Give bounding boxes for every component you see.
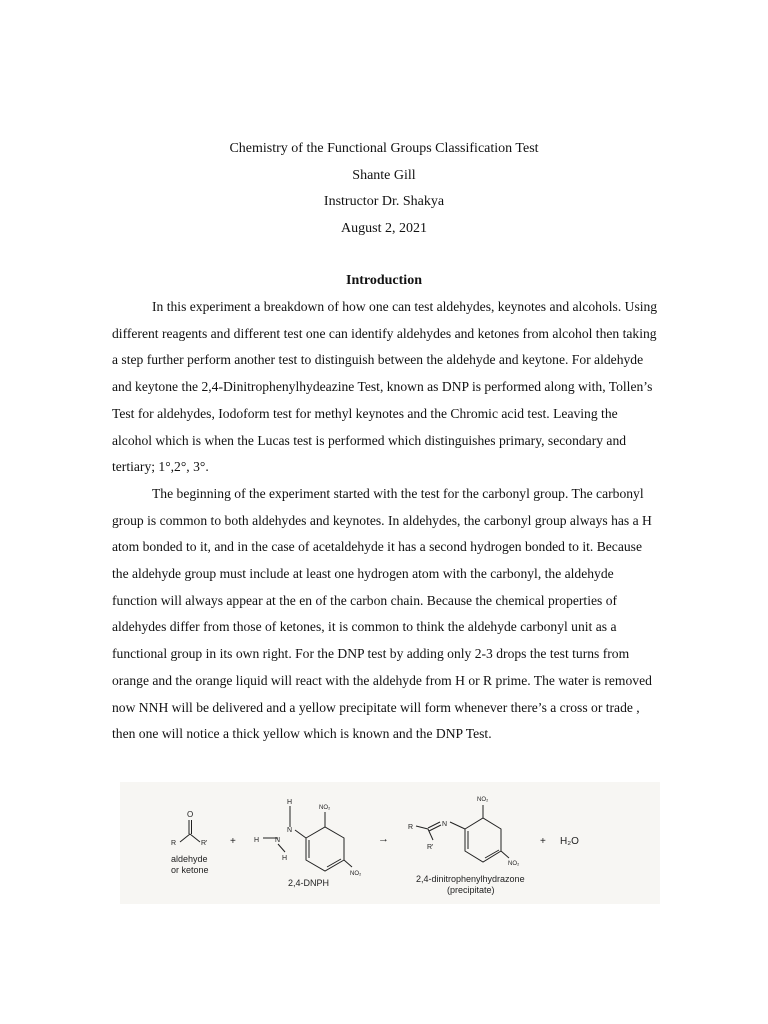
hydrazone-n: N bbox=[442, 821, 448, 828]
dnph-h-left: H bbox=[254, 837, 260, 844]
reactant1-label-line2: or ketone bbox=[171, 865, 209, 875]
carbonyl-rprime: R' bbox=[201, 840, 208, 847]
dnph-n-lower: N bbox=[275, 837, 281, 844]
paragraph-1: In this experiment a breakdown of how one can test aldehydes, keynotes and alcohols. Using different reagents and different test one can identify aldehydes and ketones from alcohol then taking a step further perform another test to distinguish between the aldehyde and keytone. For aldehyde and keytone the 2,4-Dinitrophenylhydeazine Test, known as DNP is performed along with, Tollen’s Test for aldehydes, Iodoform test for methyl keynotes and the Chromic acid test. Leaving the alcohol which is when the Lucas test is performed which distinguishes primary, secondary and tertiary; 1°,2°, 3°. bbox=[112, 299, 658, 475]
paragraph-2: The beginning of the experiment started with the test for the carbonyl group. The carbonyl group is common to both aldehydes and keynotes. In aldehydes, the carbonyl group always has a H atom bonded to it, and in the case of acetaldehyde it has a second hydrogen bonded to it. Because the aldehyde group must include at least one hydrogen atom with the carbonyl, the aldehyde function will always appear at the en of the carbon chain. Because the chemical properties of aldehydes differ from those of ketones, it is common to think the aldehyde carbonyl unit as a functional group in its own right. For the DNP test by adding only 2-3 drops the test turns from orange and the orange liquid will react with the aldehyde from H or R prime. The water is removed now NNH will be delivered and a yellow precipitate will form whenever there’s a cross or trade , then one will notice a thick yellow which is known and the DNP Test. bbox=[112, 485, 652, 742]
instructor-name: Instructor Dr. Shakya bbox=[323, 194, 445, 209]
reaction-scheme bbox=[120, 782, 660, 904]
plus-sign-2: + bbox=[540, 836, 546, 847]
document-title: Chemistry of the Functional Groups Classification Test bbox=[229, 141, 539, 156]
document-date: August 2, 2021 bbox=[341, 220, 427, 236]
author-name: Shante Gill bbox=[352, 167, 416, 183]
water-product: H₂O bbox=[560, 836, 579, 847]
product-label-line1: 2,4-dinitrophenylhydrazone bbox=[416, 874, 525, 884]
product-label-line2: (precipitate) bbox=[447, 885, 495, 895]
dnp-reaction-figure bbox=[120, 782, 660, 904]
hydrazone-structure bbox=[416, 805, 509, 862]
section-heading: Introduction bbox=[346, 273, 422, 288]
dnph-no2-top: NO₂ bbox=[319, 805, 331, 811]
plus-sign-1: + bbox=[230, 836, 236, 847]
carbonyl-oxygen: O bbox=[187, 810, 194, 819]
body-text bbox=[112, 294, 660, 748]
dnph-n-upper: N bbox=[287, 827, 293, 834]
dnph-h-top: H bbox=[287, 799, 293, 806]
hydrazone-rprime: R' bbox=[427, 844, 434, 851]
title-block bbox=[0, 136, 768, 242]
carbonyl-structure bbox=[180, 820, 200, 842]
reactant2-label: 2,4-DNPH bbox=[288, 878, 330, 888]
dnph-no2-bottom: NO₂ bbox=[350, 871, 362, 877]
dnph-h-bottom: H bbox=[282, 855, 288, 862]
reactant1-label-line1: aldehyde bbox=[171, 854, 208, 864]
carbonyl-r: R bbox=[171, 840, 177, 847]
hydrazone-no2-top: NO₂ bbox=[477, 797, 489, 803]
hydrazone-r: R bbox=[408, 824, 414, 831]
hydrazone-no2-bottom: NO₂ bbox=[508, 861, 520, 867]
reaction-arrow: → bbox=[378, 833, 389, 845]
